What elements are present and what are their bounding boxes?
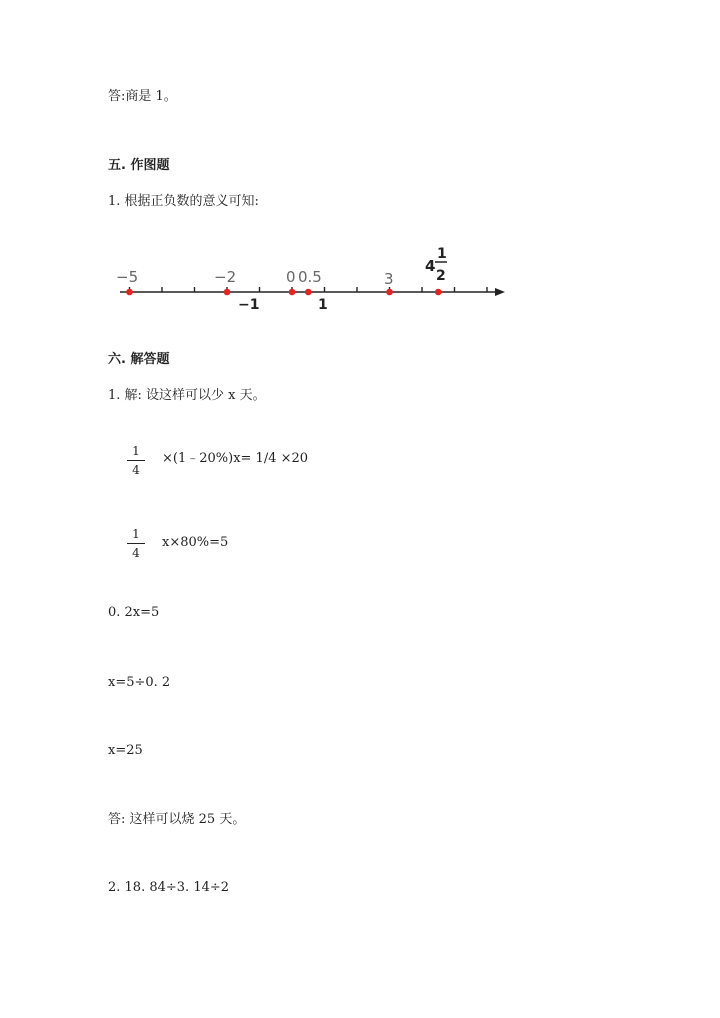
solution-step-5: x=25 (108, 743, 143, 758)
number-line-point (289, 289, 296, 296)
equation-2-fraction (127, 527, 145, 560)
fraction-denominator: 4 (132, 546, 140, 560)
equation-1-text: ×(1﹣20%)x= 1/4 ×20 (162, 451, 309, 466)
number-line-figure (0, 240, 720, 330)
fraction-bar (127, 543, 145, 544)
number-line-point (435, 289, 442, 296)
number-line-point (126, 289, 133, 296)
mixed-number-denominator: 2 (436, 268, 446, 284)
mixed-number-whole: 4 (425, 257, 436, 275)
label-zero: 0 (286, 268, 296, 286)
section-6-title: 六. 解答题 (108, 352, 170, 367)
section-6-question-2: 2. 18. 84÷3. 14÷2 (108, 880, 230, 895)
label-minus-1: −1 (238, 297, 260, 313)
label-three: 3 (384, 270, 394, 288)
fraction-numerator: 1 (132, 444, 140, 458)
fraction-numerator: 1 (132, 527, 140, 541)
label-zero-point-five: 0.5 (298, 268, 322, 286)
number-line-point (386, 289, 393, 296)
solution-step-4: x=5÷0. 2 (108, 675, 171, 690)
label-one: 1 (318, 297, 328, 313)
section-6-answer: 答: 这样可以烧 25 天。 (108, 812, 246, 827)
number-line-point (224, 289, 231, 296)
label-minus-2: −2 (214, 268, 237, 286)
section-5-question-1: 1. 根据正负数的意义可知: (108, 194, 259, 209)
axis-arrow-icon (495, 288, 505, 296)
label-minus-5: −5 (116, 268, 139, 286)
number-line-point (305, 289, 312, 296)
section-6-question-1-intro: 1. 解: 设这样可以少 x 天。 (108, 388, 266, 403)
previous-answer: 答:商是 1。 (108, 89, 177, 104)
equation-1-fraction (127, 444, 145, 477)
mixed-number-numerator: 1 (437, 246, 447, 262)
equation-2-text: x×80%=5 (162, 535, 229, 550)
fraction-bar (127, 460, 145, 461)
fraction-denominator: 4 (132, 463, 140, 477)
solution-step-3: 0. 2x=5 (108, 605, 160, 620)
section-5-title: 五. 作图题 (108, 158, 170, 173)
